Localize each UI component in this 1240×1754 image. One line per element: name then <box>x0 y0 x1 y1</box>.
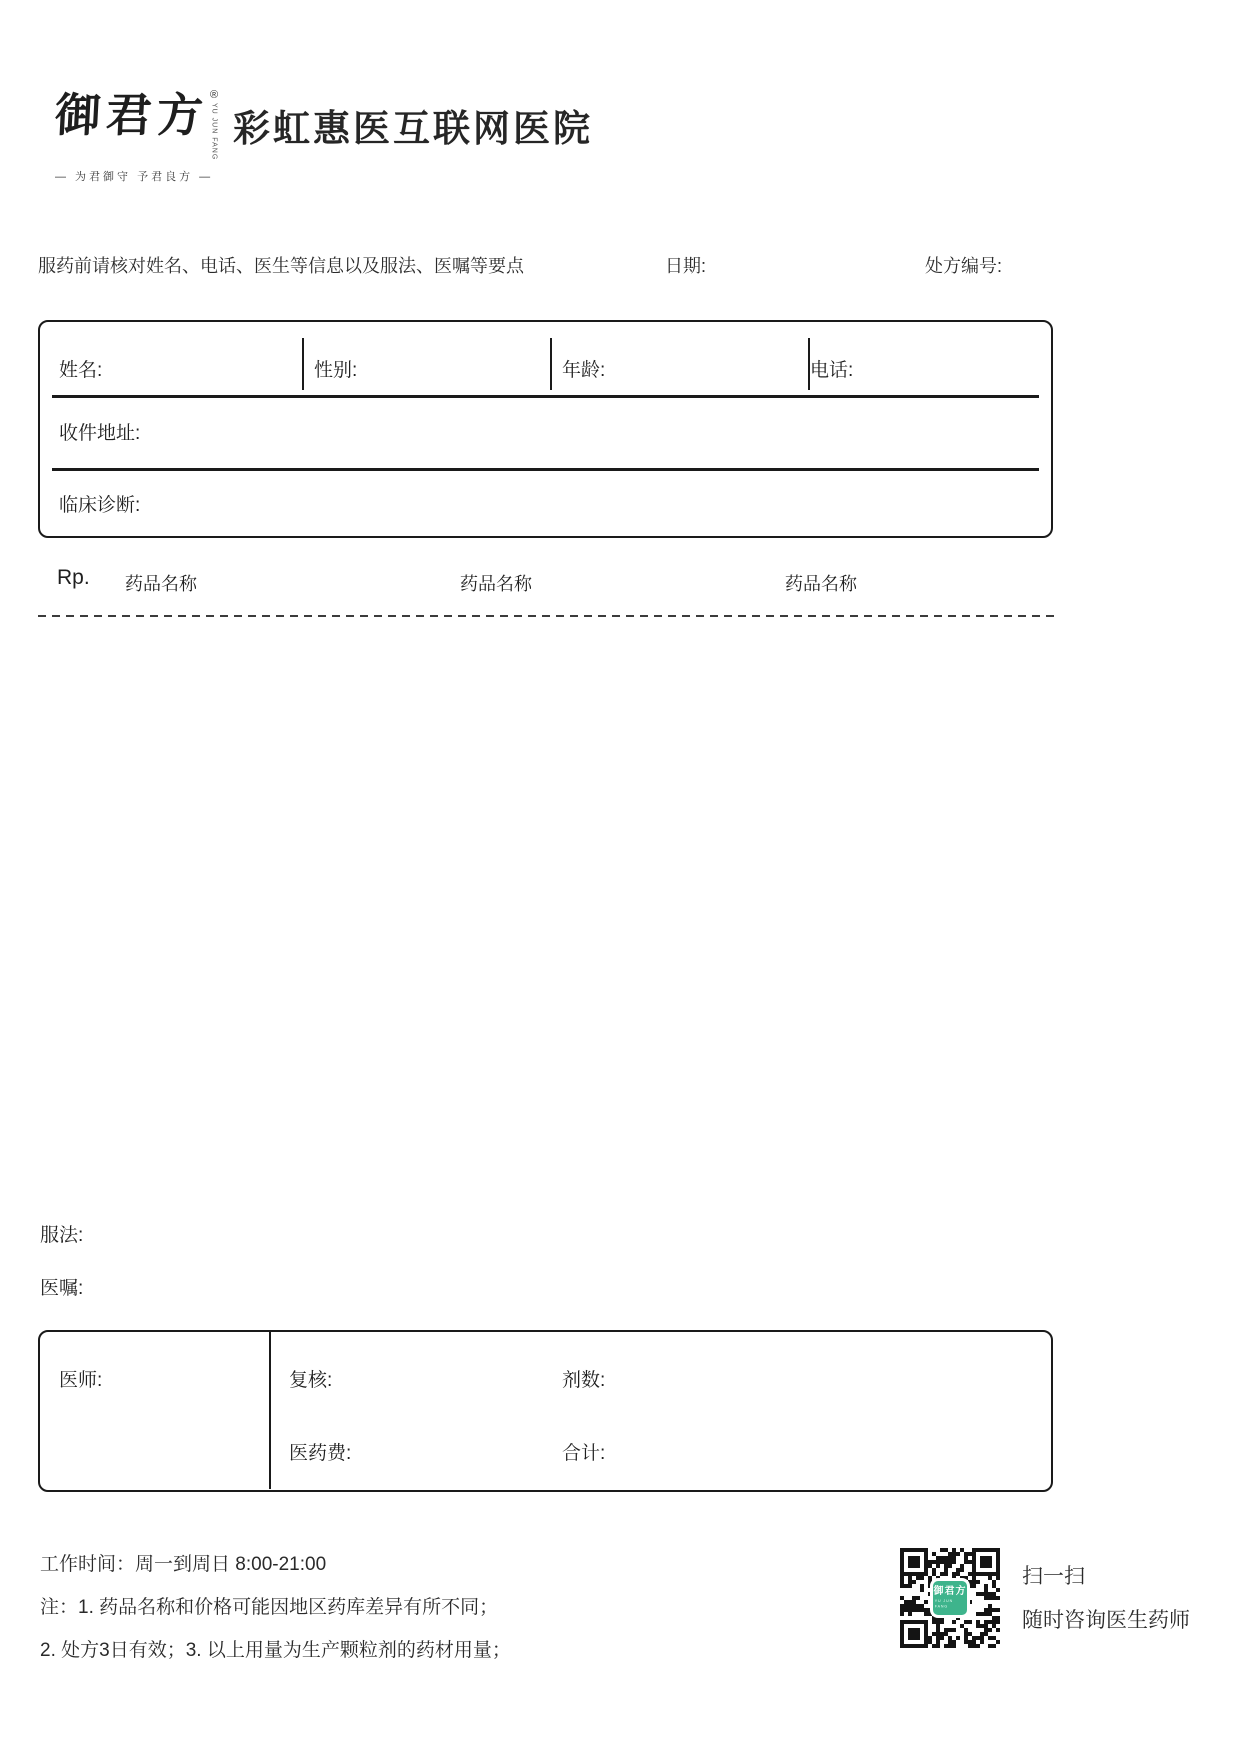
dashed-separator <box>38 615 1058 617</box>
hospital-name-title: 彩虹惠医互联网医院 <box>233 108 593 149</box>
date-label: 日期: <box>665 256 707 276</box>
verify-notice-text: 服药前请核对姓名、电话、医生等信息以及服法、医嘱等要点 <box>38 256 524 276</box>
cell-divider <box>269 1332 271 1489</box>
brand-logo <box>55 90 218 184</box>
clinical-diagnosis-label: 临床诊断: <box>59 495 141 516</box>
drug-name-column-header: 药品名称 <box>125 574 197 594</box>
doctor-advice-label: 医嘱: <box>40 1278 84 1299</box>
cell-divider <box>302 338 304 390</box>
row-divider <box>52 468 1039 471</box>
scan-hint-text: 扫一扫 <box>1022 1565 1085 1588</box>
qr-code <box>900 1548 1000 1648</box>
total-label: 合计: <box>562 1443 606 1464</box>
drug-name-column-header: 药品名称 <box>460 574 532 594</box>
registered-trademark-icon: ® <box>210 89 219 101</box>
reviewer-label: 复核: <box>289 1370 333 1391</box>
patient-gender-label: 性别: <box>314 360 358 381</box>
consult-hint-text: 随时咨询医生药师 <box>1022 1609 1190 1632</box>
note-line-1: 注：1. 药品名称和价格可能因地区药库差异有所不同； <box>40 1597 499 1618</box>
working-hours-text: 工作时间：周一到周日 8:00-21:00 <box>40 1554 327 1575</box>
cell-divider <box>550 338 552 390</box>
qr-center-logo-text: 御君方 <box>933 1586 967 1598</box>
patient-name-label: 姓名: <box>59 360 103 381</box>
drug-name-column-header: 药品名称 <box>785 574 857 594</box>
patient-age-label: 年龄: <box>562 360 606 381</box>
cell-divider <box>808 338 810 390</box>
medicine-fee-label: 医药费: <box>289 1443 352 1464</box>
patient-info-box <box>38 320 1053 538</box>
brand-logo-pinyin: YU JUN FANG <box>210 103 218 161</box>
qr-center-logo-subtext: YU JUN FANG <box>934 1598 954 1609</box>
physician-label: 医师: <box>59 1370 103 1391</box>
usage-method-label: 服法: <box>40 1225 84 1246</box>
prescription-number-label: 处方编号: <box>925 256 1003 276</box>
rp-label: Rp. <box>57 566 90 589</box>
delivery-address-label: 收件地址: <box>59 423 141 444</box>
dose-count-label: 剂数: <box>562 1370 606 1391</box>
brand-tagline: — 为君御守 予君良方 — <box>55 171 214 184</box>
row-divider <box>52 395 1039 398</box>
qr-center-logo <box>930 1578 970 1618</box>
signoff-box <box>38 1330 1053 1492</box>
patient-phone-label: 电话: <box>810 360 854 381</box>
note-line-2: 2. 处方3日有效；3. 以上用量为生产颗粒剂的药材用量； <box>40 1640 511 1661</box>
brand-logo-text: 御君方 <box>53 88 210 142</box>
